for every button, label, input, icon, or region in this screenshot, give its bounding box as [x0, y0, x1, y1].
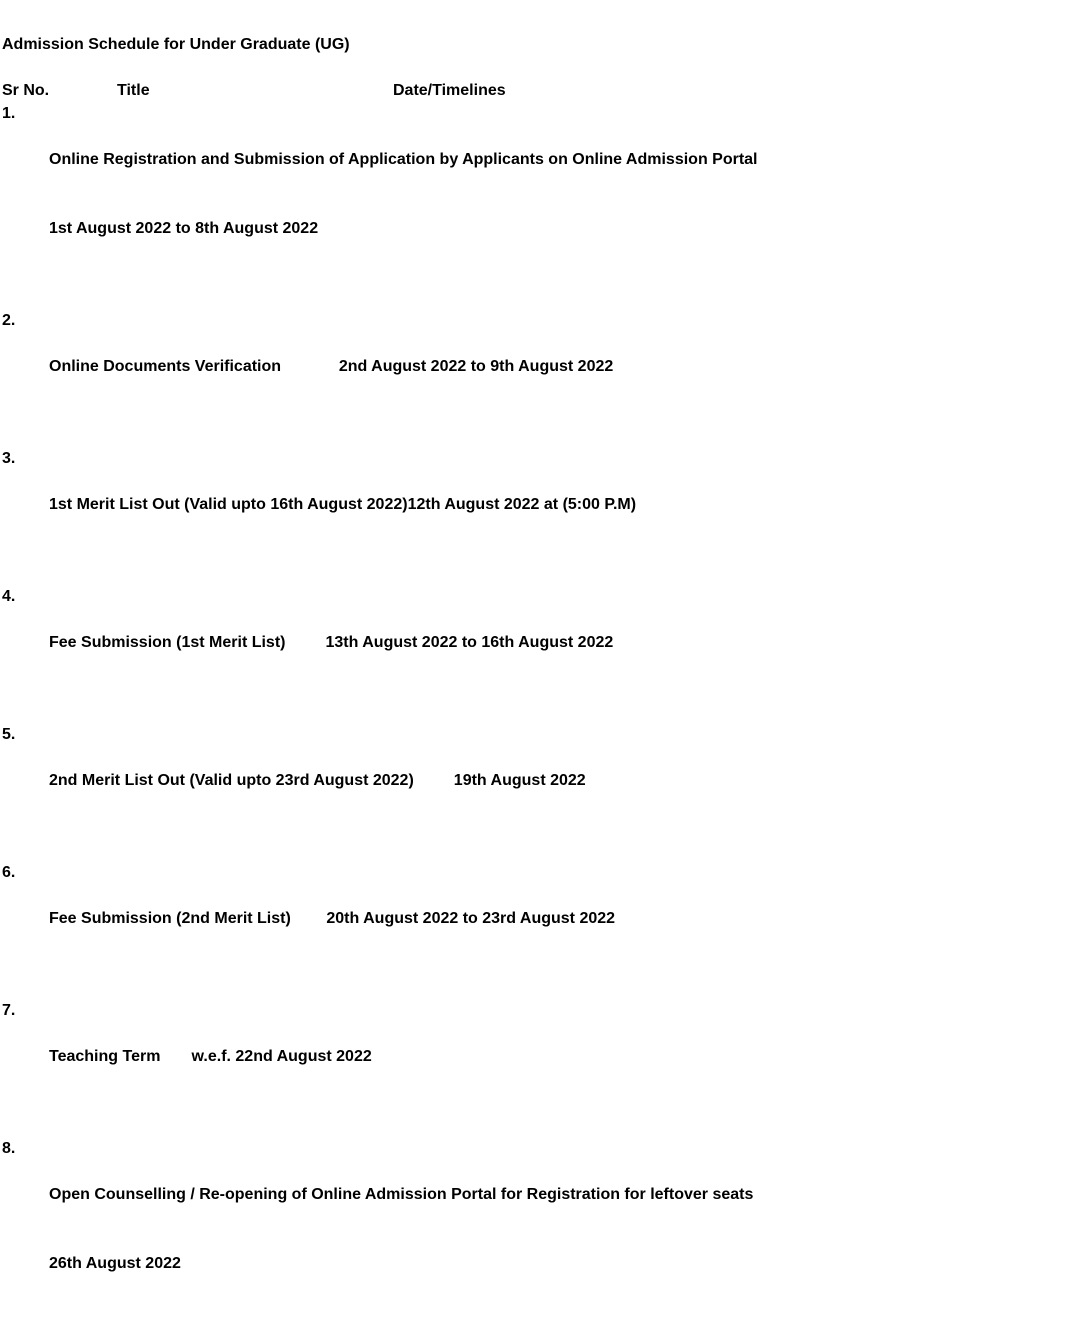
item-number: 7. — [2, 1002, 16, 1019]
document-title: Admission Schedule for Under Graduate (UG) — [2, 36, 350, 53]
item-text: 1st Merit List Out (Valid upto 16th August 2022)12th August 2022 at (5:00 P.M) — [49, 496, 637, 513]
item-number: 3. — [2, 450, 16, 467]
item-number: 5. — [2, 726, 16, 743]
header-title: Title — [117, 82, 150, 99]
schedule-item-2 — [2, 309, 1062, 424]
spacer — [2, 286, 1062, 309]
spacer — [2, 562, 1062, 585]
item-number: 1. — [2, 105, 16, 122]
column-header-row — [2, 79, 1062, 102]
item-number: 4. — [2, 588, 16, 605]
item-date: 1st August 2022 to 8th August 2022 — [49, 220, 319, 237]
schedule-item-8 — [2, 1137, 1062, 1321]
schedule-item-5 — [2, 723, 1062, 838]
spacer — [2, 976, 1062, 999]
item-text: Teaching Term w.e.f. 22nd August 2022 — [49, 1048, 372, 1065]
spacer — [2, 700, 1062, 723]
schedule-item-4 — [2, 585, 1062, 700]
item-text: Fee Submission (2nd Merit List) 20th August 2022 to 23rd August 2022 — [49, 910, 616, 927]
item-text: Fee Submission (1st Merit List) 13th August 2022 to 16th August 2022 — [49, 634, 614, 651]
spacer — [2, 424, 1062, 447]
header-sr-no: Sr No. — [2, 82, 50, 99]
item-number: 2. — [2, 312, 16, 329]
schedule-item-1 — [2, 102, 1062, 286]
item-number: 8. — [2, 1140, 16, 1157]
item-text: Online Documents Verification 2nd August 2022 to 9th August 2022 — [49, 358, 614, 375]
schedule-item-3 — [2, 447, 1062, 562]
schedule-item-6 — [2, 861, 1062, 976]
spacer — [2, 56, 1062, 79]
item-number: 6. — [2, 864, 16, 881]
schedule-document — [2, 33, 1062, 1321]
item-text: Open Counselling / Re-opening of Online Admission Portal for Registration for leftover seats — [49, 1186, 754, 1203]
header-date: Date/Timelines — [393, 82, 506, 99]
spacer — [2, 838, 1062, 861]
item-text: Online Registration and Submission of Application by Applicants on Online Admission Portal — [49, 151, 758, 168]
item-text: 2nd Merit List Out (Valid upto 23rd August 2022) 19th August 2022 — [49, 772, 586, 789]
spacer — [2, 1114, 1062, 1137]
item-date: 26th August 2022 — [49, 1255, 181, 1272]
schedule-item-7 — [2, 999, 1062, 1114]
